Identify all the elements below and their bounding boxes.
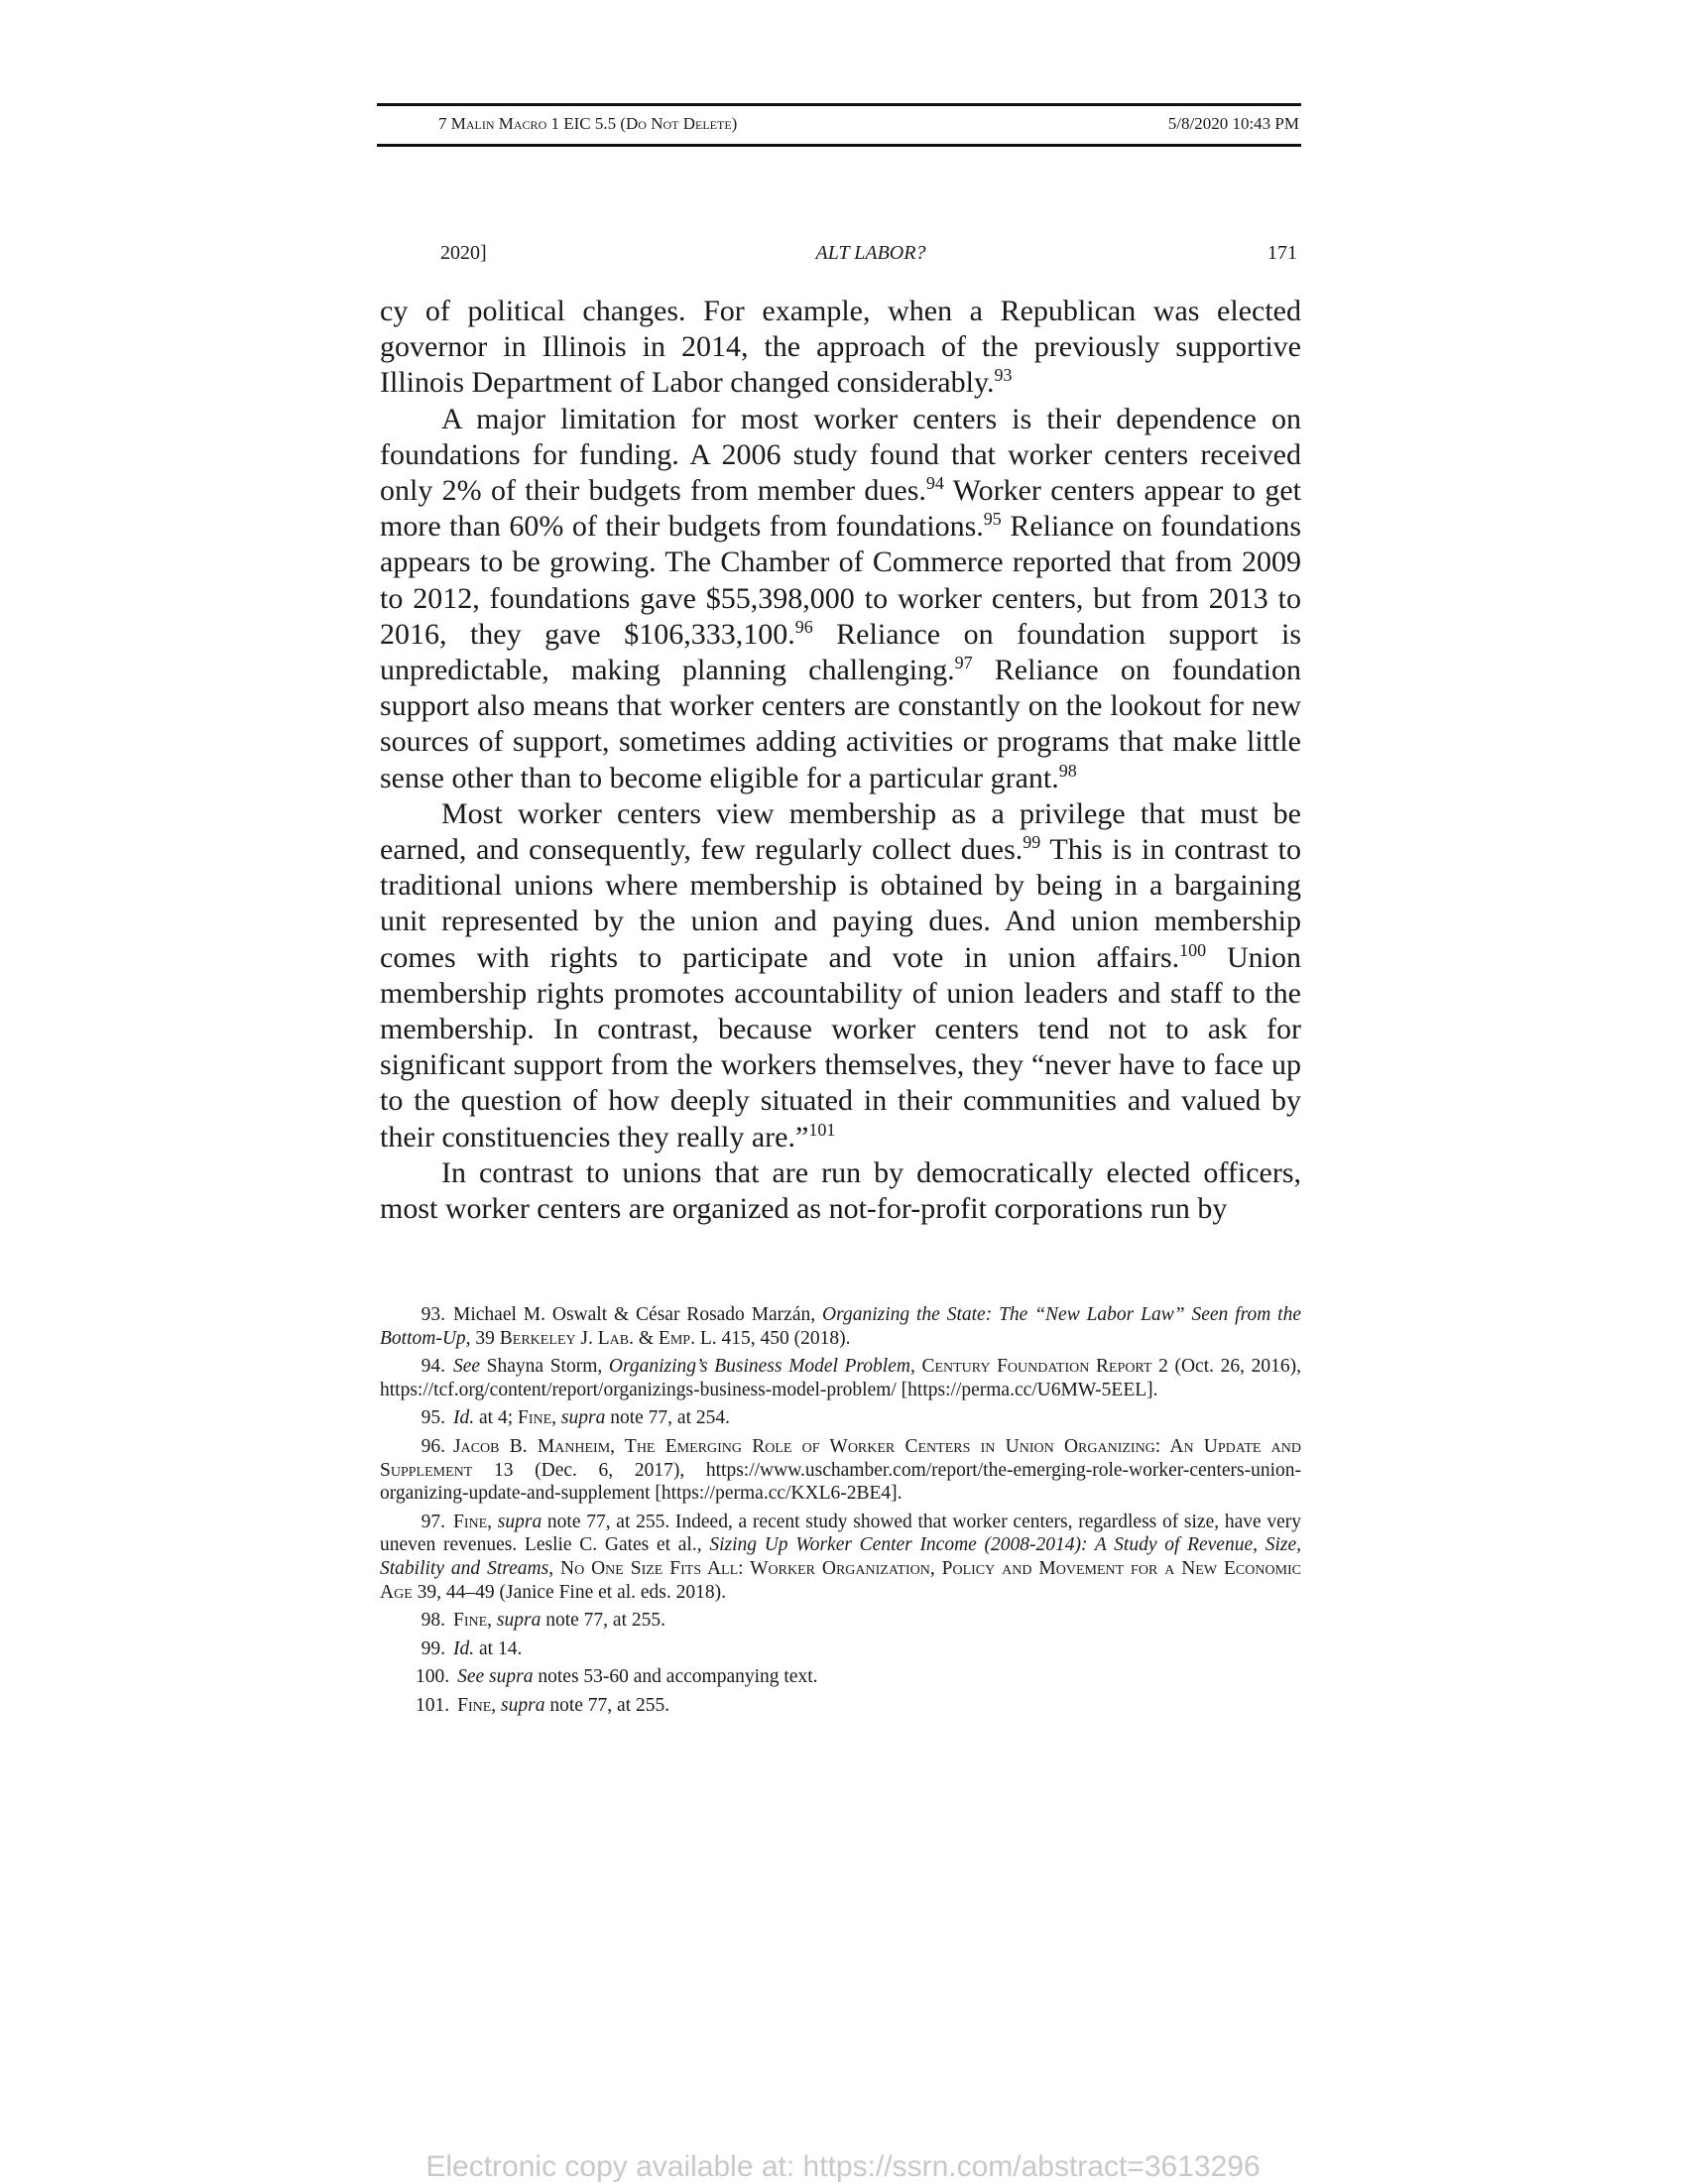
- footnote-author: Fine: [453, 1511, 488, 1532]
- paragraph-2: [380, 402, 1301, 796]
- running-head: [440, 242, 1301, 272]
- footnote-99: [380, 1638, 1301, 1661]
- footnote-number: 100.: [416, 1666, 450, 1688]
- paragraph-3-text-c: Union membership rights promotes accountability of union leaders and staff to the membership. In contrast, because worker centers tend not to ask for significant support from the workers themselves, they “never have to face up to the question of how deeply situated in their communities and valued by their constituencies they really are.”: [380, 940, 1301, 1153]
- paragraph-2-text-c: Reliance on foundations appears to be growing. The Chamber of Commerce reported that from 2009 to 2012, foundations gave $55,398,000 to worker centers, but from 2013 to 2016, they gave $106,333,100.: [380, 510, 1301, 651]
- footnotes: [380, 1303, 1301, 1723]
- footnote-text: ,: [487, 1511, 498, 1532]
- paragraph-4: [380, 1155, 1301, 1227]
- footnote-text: 13 (Dec. 6, 2017), https://www.uschamber.com/report/the-emerging-role-worker-centers-union-organizing-update-and-supplement [https://perma.cc/KXL6-2BE4].: [380, 1459, 1301, 1505]
- footnote-text: ,: [491, 1694, 502, 1716]
- footnote-ref-96[interactable]: 96: [794, 616, 813, 637]
- footnote-ref-99[interactable]: 99: [1023, 832, 1041, 853]
- footnote-number: 94.: [421, 1356, 445, 1378]
- footnote-title: Jacob B. Manheim, The Emerging Role of Worker Centers in Union Organizing: An Update and Supplement: [380, 1435, 1301, 1481]
- footnote-signal: See: [453, 1356, 481, 1378]
- footnote-author: Fine: [457, 1694, 492, 1716]
- footnote-ref-93[interactable]: 93: [994, 365, 1013, 386]
- footnote-93: [380, 1303, 1301, 1350]
- footnote-signal: supra: [501, 1694, 545, 1716]
- footnote-number: 96.: [421, 1435, 445, 1457]
- footnote-ref-97[interactable]: 97: [954, 653, 973, 673]
- footnote-text: 415, 450 (2018).: [716, 1327, 851, 1349]
- footnote-text: , 39: [465, 1327, 500, 1349]
- footnote-title: Organizing the State: The “New Labor Law” Seen from the Bottom-Up: [380, 1304, 1301, 1349]
- footnote-text: at 14.: [474, 1638, 523, 1659]
- footnote-number: 98.: [421, 1610, 445, 1632]
- page-number: 171: [1267, 242, 1297, 264]
- draft-header-left: 7 Malin Macro 1 EIC 5.5 (Do Not Delete): [438, 114, 738, 133]
- footnote-signal: supra: [496, 1610, 542, 1632]
- footnote-100: [380, 1665, 1301, 1689]
- footnote-text: 2 (Oct. 26, 2016), https://tcf.org/content/report/organizings-business-model-problem/ [https://perma.cc/U6MW-5EEL].: [380, 1356, 1301, 1400]
- footnote-number: 99.: [421, 1638, 445, 1659]
- footnote-text: ,: [487, 1610, 497, 1632]
- footnote-signal: See supra: [457, 1666, 534, 1688]
- footnote-95: [380, 1406, 1301, 1430]
- footnote-ref-101[interactable]: 101: [808, 1119, 836, 1140]
- footnote-number: 101.: [416, 1694, 450, 1716]
- footnote-ref-98[interactable]: 98: [1058, 760, 1077, 781]
- footnote-signal: Id.: [453, 1407, 475, 1429]
- footnote-ref-100[interactable]: 100: [1179, 939, 1207, 960]
- footnote-94: [380, 1355, 1301, 1401]
- footnote-title: Sizing Up Worker Center Income (2008-2014): A Study of Revenue, Size, Stability and Streams: [380, 1534, 1301, 1579]
- body-text: [380, 294, 1301, 1227]
- footnote-text: Shayna Storm,: [480, 1356, 609, 1378]
- running-head-year: 2020]: [440, 242, 487, 264]
- paragraph-3: [380, 796, 1301, 1155]
- footnote-text: notes 53-60 and accompanying text.: [533, 1666, 818, 1688]
- paragraph-2-text-b: Worker centers appear to get more than 60% of their budgets from foundations.: [380, 474, 1301, 544]
- footnote-ref-95[interactable]: 95: [983, 509, 1002, 530]
- footnote-number: 93.: [421, 1304, 445, 1325]
- paragraph-1-text: cy of political changes. For example, when a Republican was elected governor in Illinois in 2014, the approach of the previously supportive Illinois Department of Labor changed considerably.: [380, 295, 1301, 400]
- footnote-text: note 77, at 255.: [541, 1610, 666, 1632]
- paragraph-3-text-a: Most worker centers view membership as a privilege that must be earned, and consequently, few regularly collect dues.: [380, 796, 1301, 867]
- running-head-title: ALT LABOR?: [815, 242, 926, 264]
- footnote-number: 95.: [421, 1407, 445, 1429]
- footnote-book: No One Size Fits All: Worker Organization, Policy and Movement for a New Economic Age: [380, 1557, 1302, 1603]
- draft-header-timestamp: 5/8/2020 10:43 PM: [1167, 114, 1299, 133]
- footnote-text: 39, 44–49 (Janice Fine et al. eds. 2018).: [412, 1581, 727, 1603]
- footnote-97: [380, 1511, 1301, 1604]
- footnote-author: Fine: [518, 1407, 552, 1429]
- footnote-title: Organizing’s Business Model Problem: [608, 1356, 910, 1378]
- footnote-text: ,: [909, 1356, 922, 1378]
- paragraph-1: [380, 294, 1301, 402]
- footnote-98: [380, 1609, 1301, 1633]
- footnote-text: at 4;: [474, 1407, 518, 1429]
- footnote-signal: Id.: [453, 1638, 475, 1659]
- footnote-text: note 77, at 255. Indeed, a recent study showed that worker centers, regardless of size, have very uneven revenues. Leslie C. Gates et al.,: [380, 1511, 1302, 1556]
- footnote-101: [380, 1694, 1301, 1718]
- footnote-author: Fine: [453, 1610, 488, 1632]
- paragraph-2-text-e: Reliance on foundation support also means that worker centers are constantly on the lookout for new sources of support, sometimes adding activities or programs that make little sense other than to become eligible for a particular grant.: [380, 654, 1301, 794]
- paragraph-2-text-a: A major limitation for most worker centers is their dependence on foundations for funding. A 2006 study found that worker centers received only 2% of their budgets from member dues.: [380, 402, 1301, 508]
- footnote-text: ,: [548, 1557, 560, 1579]
- draft-header: [377, 103, 1301, 147]
- footnote-ref-94[interactable]: 94: [925, 473, 944, 494]
- footnote-text: ,: [551, 1407, 561, 1429]
- paragraph-4-text: In contrast to unions that are run by democratically elected officers, most worker centers are organized as not-for-profit corporations run by: [380, 1155, 1301, 1226]
- footnote-number: 97.: [421, 1511, 445, 1532]
- paragraph-3-text-b: This is in contrast to traditional unions where membership is obtained by being in a bargaining unit represented by the union and paying dues. And union membership comes with rights to participate and vote in union affairs.: [380, 833, 1301, 974]
- footnote-96: [380, 1435, 1301, 1506]
- paragraph-2-text-d: Reliance on foundation support is unpredictable, making planning challenging.: [380, 617, 1301, 687]
- footnote-signal: supra: [560, 1407, 606, 1429]
- footnote-text: note 77, at 254.: [605, 1407, 731, 1429]
- footnote-text: note 77, at 255.: [544, 1694, 670, 1716]
- footnote-signal: supra: [497, 1511, 542, 1532]
- ssrn-footer: Electronic copy available at: https://ssrn.com/abstract=3613296: [425, 2150, 1261, 2183]
- footnote-journal: Century Foundation Report: [921, 1356, 1152, 1378]
- footnote-journal: Berkeley J. Lab. & Emp. L.: [499, 1327, 717, 1349]
- footnote-text: Michael M. Oswalt & César Rosado Marzán,: [453, 1304, 822, 1325]
